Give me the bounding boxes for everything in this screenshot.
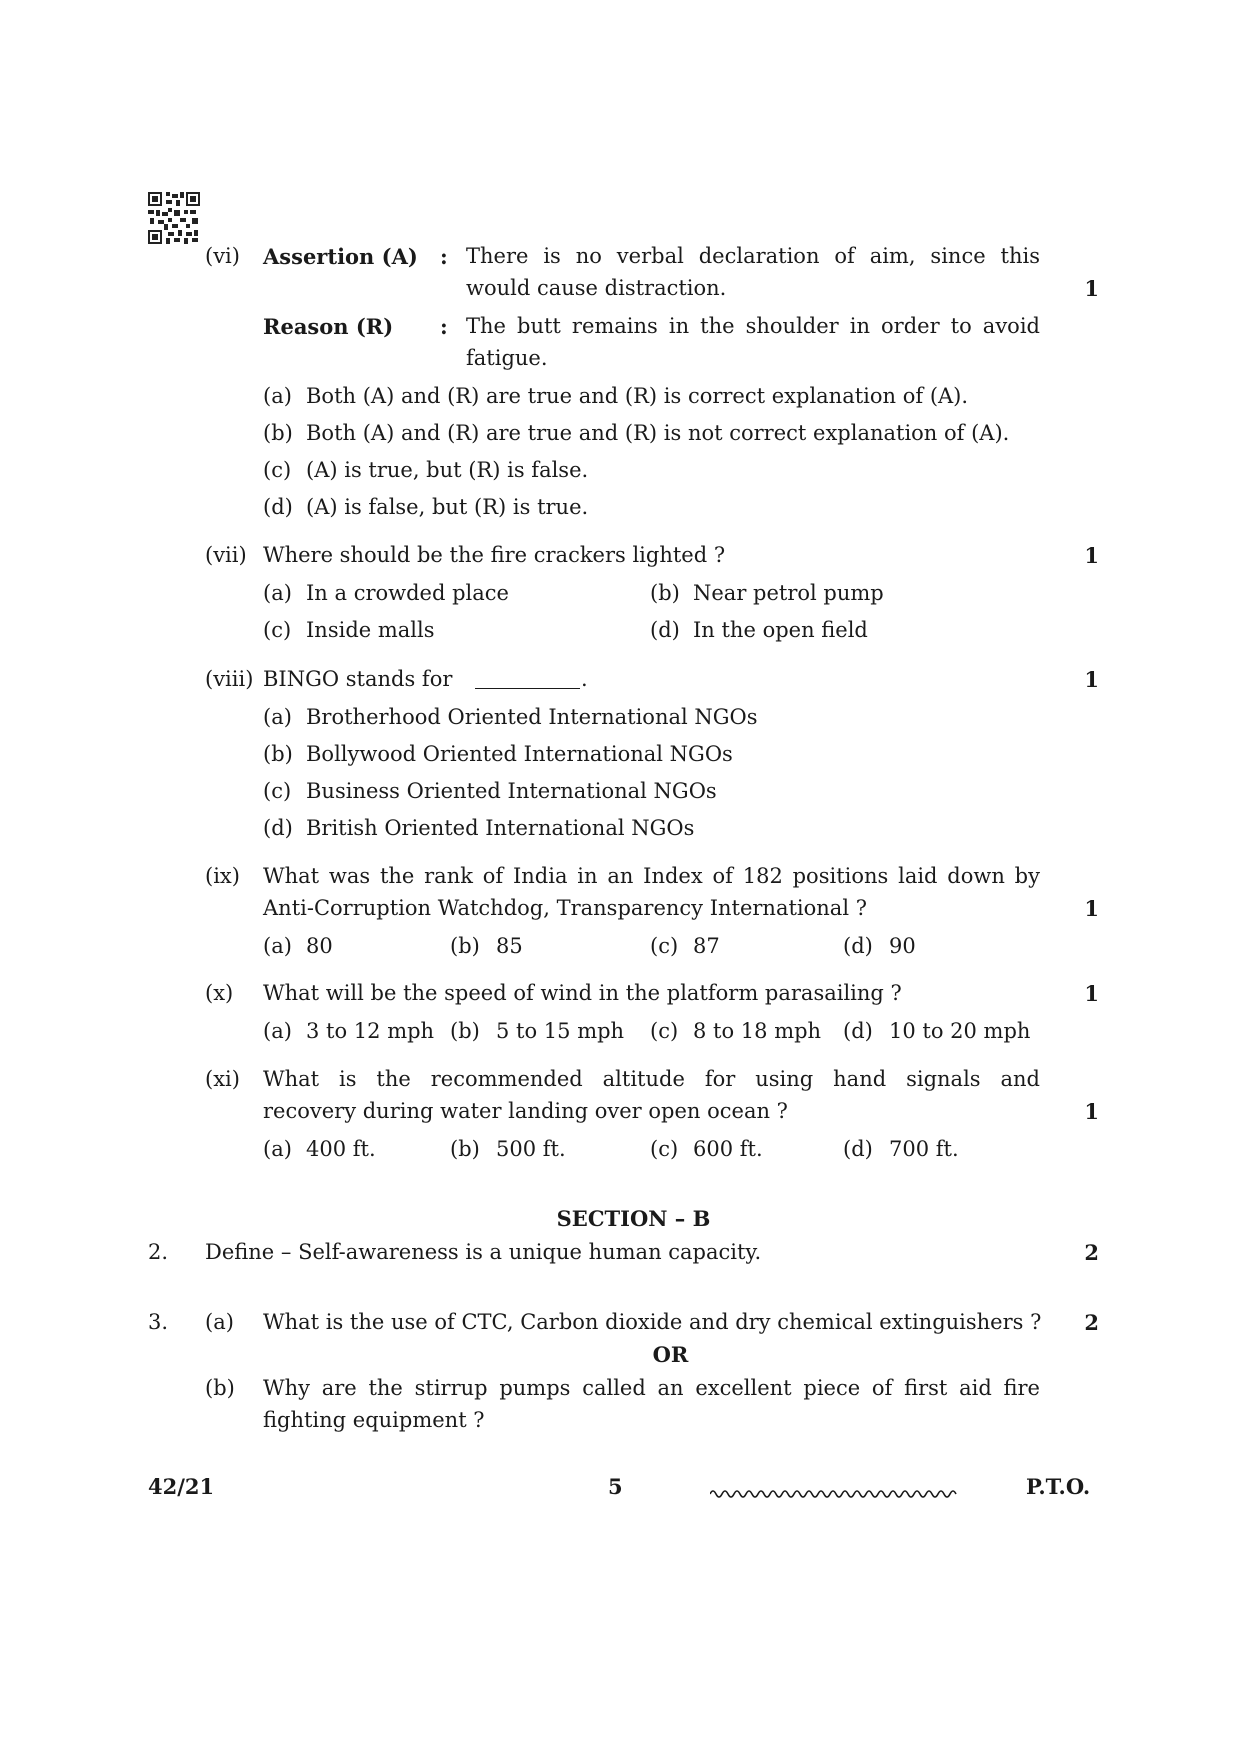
option-text: 600 ft.: [693, 1137, 763, 1161]
assertion-text-line2: would cause distraction.: [466, 276, 727, 300]
question-number: (xi): [205, 1067, 240, 1091]
question-number: (x): [205, 981, 234, 1005]
question-text: What will be the speed of wind in the platform parasailing ?: [263, 981, 902, 1005]
marks: 1: [1084, 543, 1099, 568]
option-label: (a): [263, 705, 292, 729]
page-number: 5: [608, 1474, 623, 1499]
option-label: (d): [650, 618, 680, 642]
option-label: (a): [263, 1137, 292, 1161]
marks: 1: [1084, 667, 1099, 692]
question-number: (vii): [205, 543, 247, 567]
question-number: 3.: [148, 1310, 169, 1334]
option-text: 80: [306, 934, 333, 958]
question-number: (ix): [205, 864, 240, 888]
option-label: (a): [263, 384, 292, 408]
part-b-text-line2: fighting equipment ?: [263, 1408, 485, 1432]
option-label: (a): [263, 581, 292, 605]
option-label: (c): [650, 1137, 679, 1161]
marks: 1: [1084, 1099, 1099, 1124]
question-text-line1: What is the recommended altitude for using hand signals and: [263, 1067, 1040, 1091]
option-text: Both (A) and (R) are true and (R) is correct explanation of (A).: [306, 384, 969, 408]
question-text: Where should be the fire crackers lighted ?: [263, 543, 726, 567]
reason-text-line2: fatigue.: [466, 346, 548, 370]
question-text-line2: recovery during water landing over open ocean ?: [263, 1099, 788, 1123]
option-label: (a): [263, 934, 292, 958]
option-label: (b): [650, 581, 680, 605]
option-label: (c): [650, 1019, 679, 1043]
pto-label: P.T.O.: [1026, 1474, 1091, 1499]
option-label: (c): [650, 934, 679, 958]
option-label: (d): [263, 495, 293, 519]
question-number: (vi): [205, 244, 240, 268]
marks: 1: [1084, 896, 1099, 921]
blank-period: .: [581, 667, 588, 691]
marks: 2: [1084, 1310, 1099, 1335]
or-divider: OR: [652, 1342, 689, 1367]
section-heading: SECTION – B: [556, 1206, 711, 1231]
option-label: (d): [843, 1019, 873, 1043]
option-text: Both (A) and (R) are true and (R) is not correct explanation of (A).: [306, 421, 1010, 445]
option-text: 5 to 15 mph: [496, 1019, 625, 1043]
option-label: (b): [450, 934, 480, 958]
option-text: British Oriented International NGOs: [306, 816, 695, 840]
option-text: 90: [889, 934, 916, 958]
option-label: (d): [843, 934, 873, 958]
reason-text-line1: The butt remains in the shoulder in order to avoid: [466, 314, 1040, 338]
option-text: Near petrol pump: [693, 581, 884, 605]
part-a-label: (a): [205, 1310, 234, 1334]
reason-colon: :: [440, 314, 448, 339]
part-a-text: What is the use of CTC, Carbon dioxide and dry chemical extinguishers ?: [263, 1310, 1042, 1334]
option-text: (A) is true, but (R) is false.: [306, 458, 589, 482]
option-text: Bollywood Oriented International NGOs: [306, 742, 733, 766]
option-text: 500 ft.: [496, 1137, 566, 1161]
assertion-label: Assertion (A): [263, 244, 418, 269]
option-text: 87: [693, 934, 720, 958]
marks: 1: [1084, 276, 1099, 301]
fill-in-blank: [475, 688, 580, 689]
part-b-text-line1: Why are the stirrup pumps called an excellent piece of first aid fire: [263, 1376, 1040, 1400]
option-text: 8 to 18 mph: [693, 1019, 822, 1043]
option-text: Inside malls: [306, 618, 435, 642]
option-text: 400 ft.: [306, 1137, 376, 1161]
option-label: (b): [263, 742, 293, 766]
qr-code-icon: [148, 192, 200, 244]
option-label: (c): [263, 618, 292, 642]
option-text: 3 to 12 mph: [306, 1019, 435, 1043]
question-text-line2: Anti-Corruption Watchdog, Transparency International ?: [263, 896, 867, 920]
marks: 1: [1084, 981, 1099, 1006]
part-b-label: (b): [205, 1376, 235, 1400]
option-label: (d): [263, 816, 293, 840]
assertion-text-line1: There is no verbal declaration of aim, since this: [466, 244, 1040, 268]
option-label: (c): [263, 458, 292, 482]
option-text: 10 to 20 mph: [889, 1019, 1031, 1043]
marks: 2: [1084, 1240, 1099, 1265]
option-text: (A) is false, but (R) is true.: [306, 495, 589, 519]
option-label: (b): [450, 1019, 480, 1043]
option-text: Brotherhood Oriented International NGOs: [306, 705, 758, 729]
option-label: (a): [263, 1019, 292, 1043]
question-text: BINGO stands for: [263, 667, 453, 691]
option-text: In a crowded place: [306, 581, 509, 605]
question-number: 2.: [148, 1240, 169, 1264]
reason-label: Reason (R): [263, 314, 394, 339]
option-label: (c): [263, 779, 292, 803]
option-text: 700 ft.: [889, 1137, 959, 1161]
question-text: Define – Self-awareness is a unique human capacity.: [205, 1240, 762, 1264]
paper-code: 42/21: [148, 1474, 215, 1499]
option-label: (b): [263, 421, 293, 445]
assertion-colon: :: [440, 244, 448, 269]
option-label: (b): [450, 1137, 480, 1161]
question-text-line1: What was the rank of India in an Index of 182 positions laid down by: [263, 864, 1040, 888]
option-text: Business Oriented International NGOs: [306, 779, 717, 803]
option-text: In the open field: [693, 618, 868, 642]
option-text: 85: [496, 934, 523, 958]
option-label: (d): [843, 1137, 873, 1161]
wavy-line-icon: [710, 1487, 960, 1501]
question-number: (viii): [205, 667, 254, 691]
